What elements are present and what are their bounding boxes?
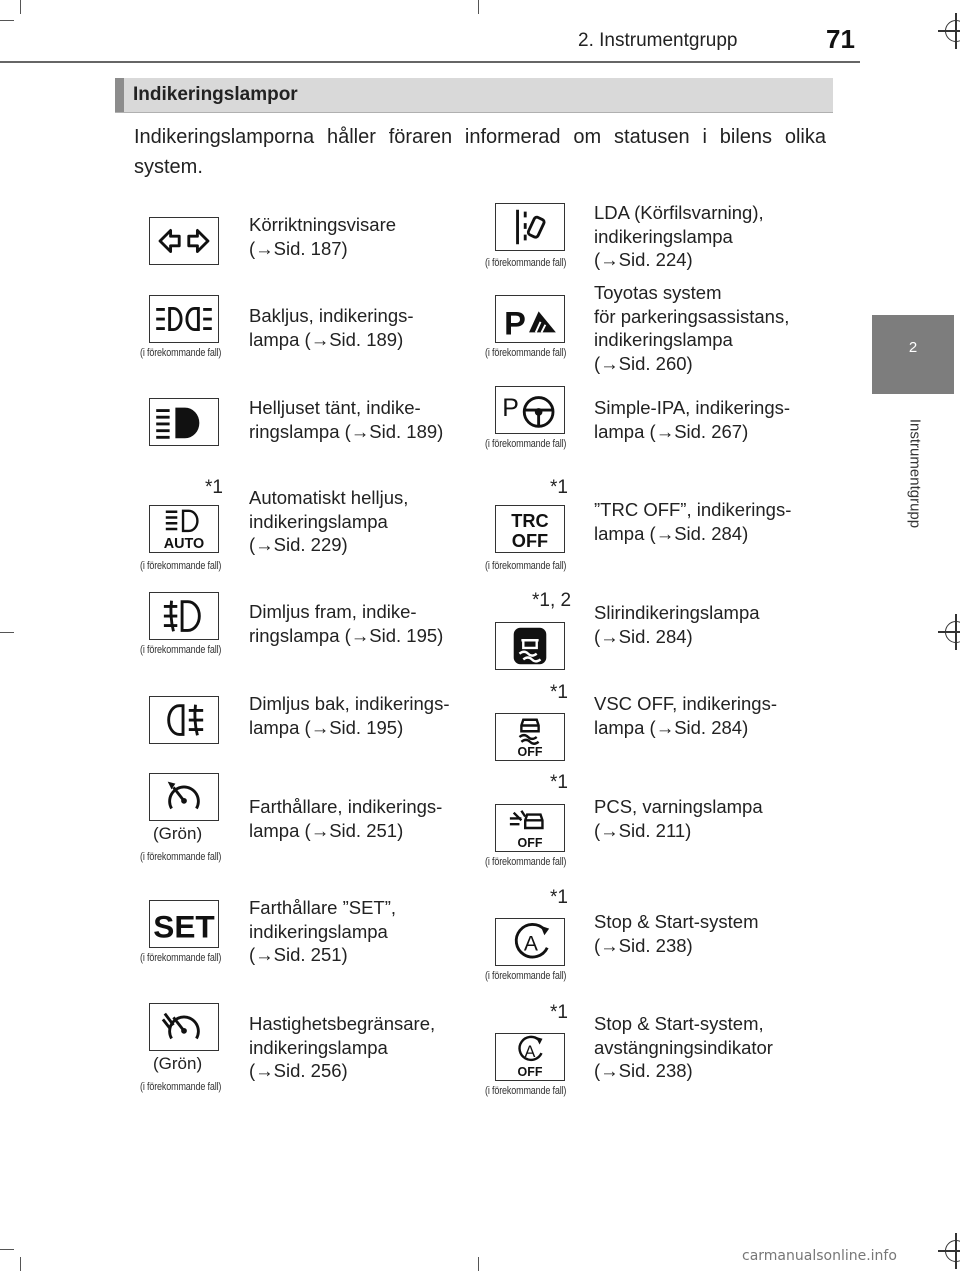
footnote-marker: *1 — [550, 1002, 568, 1023]
item-stop-start-off — [594, 1012, 824, 1083]
trc-label: TRC — [511, 511, 549, 532]
item-line: lampa (→Sid. 189) — [249, 328, 404, 350]
chapter-side-label: Instrumentgrupp — [906, 418, 924, 529]
section-accent — [115, 78, 124, 112]
pcs-warning-icon — [495, 804, 565, 852]
item-line: (→Sid. 260) — [594, 352, 693, 374]
crop-mark — [0, 632, 14, 633]
registration-mark-icon — [945, 621, 960, 643]
availability-note: (i förekommande fall) — [140, 851, 222, 863]
item-line: indikeringslampa — [249, 1036, 388, 1058]
crop-mark — [478, 1257, 479, 1271]
item-line: lampa (→Sid. 267) — [594, 420, 749, 442]
item-line: indikeringslampa — [594, 225, 733, 247]
item-line: ringslampa (→Sid. 195) — [249, 624, 444, 646]
footnote-marker: *1, 2 — [532, 590, 572, 611]
item-line: Farthållare ”SET”, — [249, 897, 397, 918]
item-line: VSC OFF, indikerings- — [594, 693, 777, 714]
item-line: LDA (Körfilsvarning), — [594, 202, 764, 223]
item-line: (→Sid. 238) — [594, 934, 693, 956]
rear-fog-light-icon — [149, 696, 219, 744]
crop-mark — [20, 0, 21, 14]
item-front-fog — [249, 600, 479, 647]
item-slip-indicator — [594, 601, 824, 648]
item-line: Dimljus bak, indikerings- — [249, 693, 450, 714]
item-parking-assist — [594, 281, 824, 375]
item-trc-off — [594, 498, 824, 545]
item-line: Stop & Start-system, — [594, 1013, 764, 1034]
item-line: för parkeringsassistans, — [594, 305, 790, 327]
footnote-marker: *1 — [550, 682, 568, 703]
stop-start-letter: A — [523, 932, 538, 956]
tail-light-icon — [149, 295, 219, 343]
item-simple-ipa — [594, 396, 824, 443]
availability-note: (i förekommande fall) — [485, 856, 567, 868]
high-beam-icon — [149, 398, 219, 446]
item-line: (→Sid. 187) — [249, 237, 348, 259]
item-line: Dimljus fram, indike- — [249, 601, 417, 622]
item-line: Helljuset tänt, indike- — [249, 397, 421, 418]
item-tail-light — [249, 304, 479, 351]
item-line: ringslampa (→Sid. 189) — [249, 420, 444, 442]
cruise-set-icon — [149, 900, 219, 948]
item-line: (→Sid. 256) — [249, 1060, 348, 1081]
item-line: Automatiskt helljus, — [249, 487, 409, 508]
stop-start-letter: A — [524, 1043, 536, 1061]
off-label: OFF — [517, 836, 543, 851]
green-label: (Grön) — [153, 1054, 203, 1073]
footnote-marker: *1 — [205, 477, 223, 498]
page-number: 71 — [826, 24, 855, 54]
crop-mark — [0, 1249, 14, 1250]
set-label: SET — [153, 908, 215, 945]
section-heading — [115, 78, 833, 113]
item-line: lampa (→Sid. 195) — [249, 716, 404, 738]
auto-high-beam-icon — [149, 505, 219, 553]
item-lane-departure — [594, 201, 824, 272]
item-line: ”TRC OFF”, indikerings- — [594, 499, 792, 520]
item-line: Simple-IPA, indikerings- — [594, 397, 791, 418]
footnote-marker: *1 — [550, 887, 568, 908]
footnote-marker: *1 — [550, 772, 568, 793]
auto-label: AUTO — [163, 536, 205, 552]
item-line: indikeringslampa — [249, 920, 388, 942]
green-label: (Grön) — [153, 824, 203, 843]
cruise-control-icon — [149, 773, 219, 821]
front-fog-light-icon — [149, 592, 219, 640]
item-line: Farthållare, indikerings- — [249, 796, 443, 817]
speed-limiter-icon — [149, 1003, 219, 1051]
availability-note: (i förekommande fall) — [485, 257, 567, 269]
availability-note: (i förekommande fall) — [140, 1081, 222, 1093]
slip-indicator-icon — [495, 622, 565, 670]
lane-departure-icon — [495, 203, 565, 251]
item-line: (→Sid. 211) — [594, 819, 692, 841]
item-line: Toyotas system — [594, 282, 722, 303]
crop-mark — [478, 0, 479, 14]
svg-text:P: P — [502, 393, 519, 422]
availability-note: (i förekommande fall) — [485, 438, 567, 450]
item-line: indikeringslampa — [594, 329, 733, 350]
availability-note: (i förekommande fall) — [140, 644, 222, 656]
availability-note: (i förekommande fall) — [140, 952, 222, 964]
svg-text:P: P — [504, 305, 526, 342]
item-rear-fog — [249, 692, 479, 739]
item-line: (→Sid. 284) — [594, 625, 693, 647]
vsc-off-icon — [495, 713, 565, 761]
item-cruise-control — [249, 795, 479, 842]
item-line: PCS, varningslampa — [594, 796, 763, 817]
availability-note: (i förekommande fall) — [485, 347, 567, 359]
chapter-tab-number: 2 — [908, 339, 918, 356]
item-line: Körriktningsvisare — [249, 214, 397, 235]
item-line: Bakljus, indikerings- — [249, 305, 414, 326]
item-line: avstängningsindikator — [594, 1036, 773, 1058]
availability-note: (i förekommande fall) — [485, 1085, 567, 1097]
chapter-tab — [872, 315, 954, 394]
registration-mark-icon — [945, 1240, 960, 1262]
footnote-marker: *1 — [550, 477, 568, 498]
turn-signal-icon — [149, 217, 219, 265]
simple-ipa-icon — [495, 386, 565, 434]
header-rule — [0, 61, 860, 63]
off-label: OFF — [517, 745, 543, 760]
item-auto-high-beam — [249, 486, 479, 557]
item-line: Slirindikeringslampa — [594, 602, 760, 623]
availability-note: (i förekommande fall) — [485, 560, 567, 572]
crop-mark — [20, 1257, 21, 1271]
item-line: Hastighetsbegränsare, — [249, 1013, 436, 1034]
availability-note: (i förekommande fall) — [140, 347, 222, 359]
item-line: lampa (→Sid. 284) — [594, 522, 749, 544]
item-stop-start — [594, 910, 824, 957]
watermark-text: carmanualsonline.info — [742, 1248, 897, 1264]
item-high-beam — [249, 396, 479, 443]
stop-start-off-icon — [495, 1033, 565, 1081]
section-title: Indikeringslampor — [133, 84, 298, 105]
item-speed-limiter — [249, 1012, 479, 1083]
intro-paragraph: Indikeringslamporna håller föraren informerad om statusen i bilens olika system. — [134, 126, 826, 178]
item-line: indikeringslampa — [249, 510, 388, 532]
trc-off-icon — [495, 505, 565, 553]
item-cruise-set — [249, 896, 479, 967]
item-vsc-off — [594, 692, 824, 739]
item-line: lampa (→Sid. 284) — [594, 716, 749, 738]
item-line: (→Sid. 224) — [594, 249, 693, 270]
item-line: (→Sid. 238) — [594, 1060, 693, 1081]
item-line: lampa (→Sid. 251) — [249, 819, 404, 841]
stop-start-icon — [495, 918, 565, 966]
availability-note: (i förekommande fall) — [485, 970, 567, 982]
crop-mark — [0, 20, 14, 21]
off-label: OFF — [511, 531, 549, 552]
item-turn-signal — [249, 213, 479, 260]
item-pcs — [594, 795, 824, 842]
off-label: OFF — [517, 1065, 543, 1080]
availability-note: (i förekommande fall) — [140, 560, 222, 572]
registration-mark-icon — [945, 20, 960, 42]
chapter-title: 2. Instrumentgrupp — [578, 30, 738, 51]
item-line: (→Sid. 229) — [249, 534, 348, 555]
item-line: Stop & Start-system — [594, 911, 759, 932]
parking-assist-icon — [495, 295, 565, 343]
item-line: (→Sid. 251) — [249, 944, 348, 965]
